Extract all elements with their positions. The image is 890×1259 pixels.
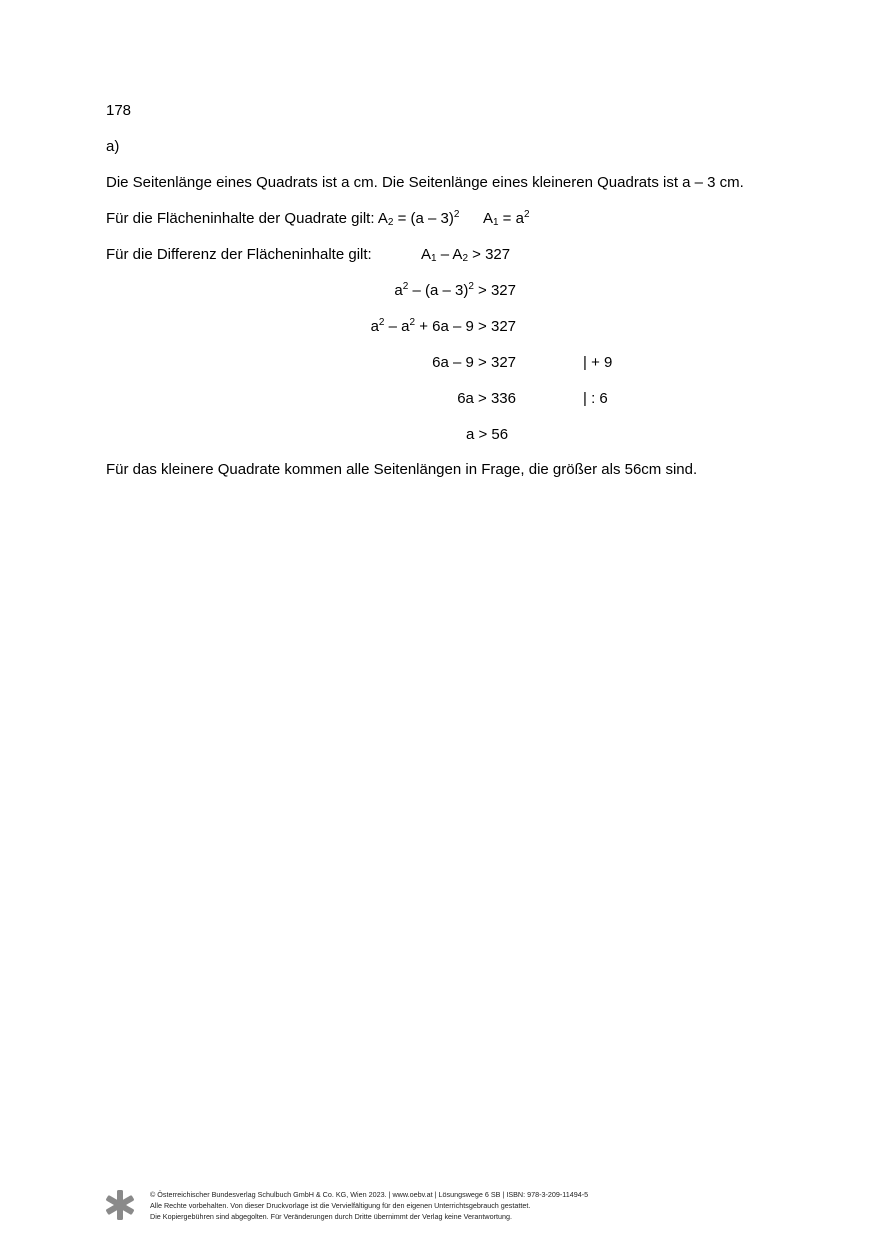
step-3: $a^2 - a^2 + 6a - 9 > 327$ [370,317,516,335]
step-5-operation: | : 6 [583,390,608,407]
publisher-logo-icon [104,1189,136,1221]
page-number: 178 [106,102,132,119]
step-2: $a^2 - (a - 3)^2 > 327$ [394,281,516,299]
step-6: a > 56 [466,426,509,443]
formula-a2: $A_2 = (a - 3)^2$ [377,209,460,228]
intro-text: Die Seitenlänge eines Quadrats ist a cm. Die Seitenlänge eines kleineren Quadrats ist a – 3 cm. [106,174,744,191]
conclusion-text: Für das kleinere Quadrate kommen alle Seitenlängen in Frage, die größer als 56cm sind. [106,461,698,478]
areas-line [106,210,530,228]
part-label: a) [106,138,120,155]
formula-a1: $A_1 = a^2$ [482,209,530,228]
difference-label: Für die Differenz der Flächeninhalte gilt: [106,246,372,263]
footer-copyright: © Österreichischer Bundesverlag Schulbuch GmbH & Co. KG, Wien 2023. | www.oebv.at | Lösungswege 6 SB | ISBN: 978-3-209-11494-5 [150,1190,589,1199]
step-4: 6a – 9 > 327 [432,354,516,371]
step-4-operation: | + 9 [583,354,613,371]
step-5: 6a > 336 [457,390,516,407]
difference-formula: $A_1 - A_2 > 327$ [421,246,511,264]
footer-fees: Die Kopiergebühren sind abgegolten. Für Veränderungen durch Dritte übernimmt der Verlag keine Verantwortung. [150,1212,512,1221]
footer-rights: Alle Rechte vorbehalten. Von dieser Druckvorlage ist die Vervielfältigung für den eigenen Unterrichtsgebrauch gestattet. [150,1201,531,1210]
areas-label: Für die Flächeninhalte der Quadrate gilt: [106,210,375,227]
